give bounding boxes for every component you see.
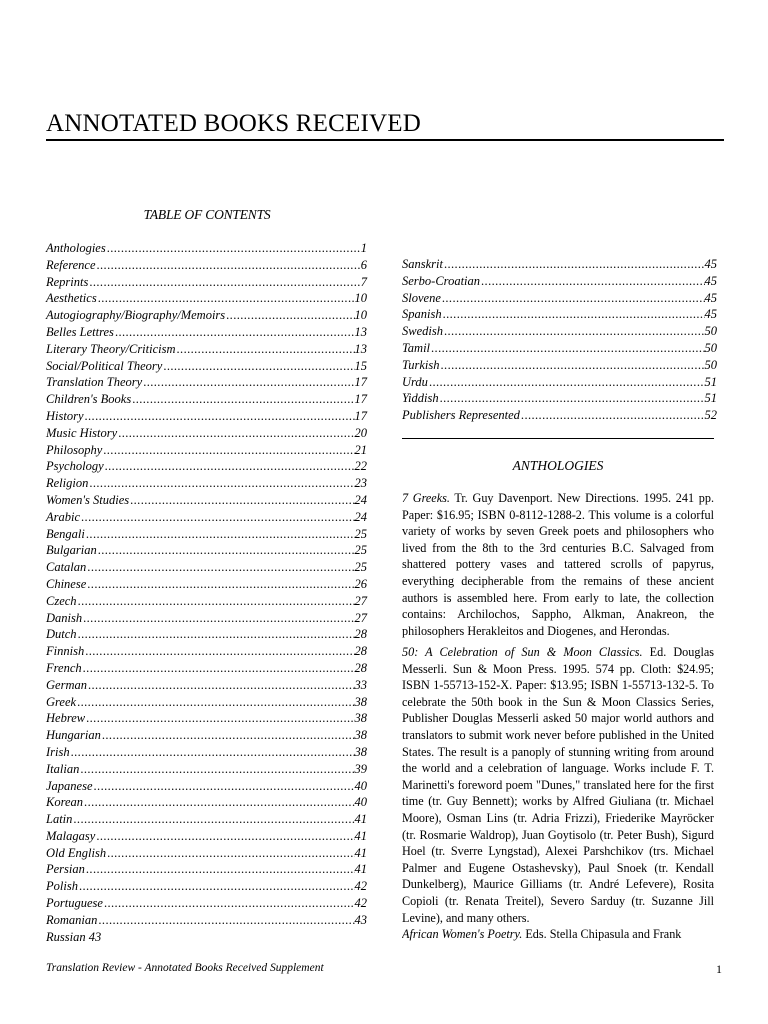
toc-entry [46,761,367,778]
toc-entry-page: 50 [704,324,717,339]
toc-entry-label: Music History [46,425,118,440]
toc-entry-label: Spanish [402,307,442,322]
toc-entry-label: Autogiography/Biography/Memoirs [46,308,226,323]
toc-leader-dots [101,727,355,744]
toc-entry-label: Children's Books [46,392,132,407]
toc-entry [46,593,367,610]
toc-entry-page: 42 [354,879,367,894]
toc-entry-label: Danish [46,610,83,625]
toc-leader-dots [103,895,355,912]
toc-entry-page: 51 [704,391,717,406]
toc-heading: TABLE OF CONTENTS [143,207,271,222]
toc-entry-page: 52 [704,408,717,423]
toc-entry-page: 40 [354,778,367,793]
toc-entry-page: 28 [354,644,367,659]
toc-entry-label: History [46,408,84,423]
toc-leader-dots [86,559,354,576]
toc-entry-label: Psychology [46,459,104,474]
toc-entry [46,744,367,761]
toc-entry-page: 38 [354,728,367,743]
toc-leader-dots [77,593,355,610]
toc-leader-dots [440,357,705,374]
section-divider [402,438,714,439]
toc-entry-page: 50 [704,357,717,372]
toc-leader-dots [443,256,705,273]
toc-left-column [46,240,367,945]
toc-entry [402,357,717,374]
toc-leader-dots [97,542,355,559]
toc-entry-label: Arabic [46,509,81,524]
toc-leader-dots [442,306,705,323]
toc-leader-dots [443,323,705,340]
toc-entry [46,861,367,878]
toc-entry-page: 1 [360,241,367,255]
toc-entry-label: Bulgarian [46,543,97,558]
toc-entry-label: Japanese [46,778,93,793]
toc-entry-page: 41 [354,812,367,827]
toc-entry [46,458,367,475]
toc-leader-dots [131,391,354,408]
toc-entry-page: 25 [354,560,367,575]
book-description: Ed. Douglas Messerli. Sun & Moon Press. 1995. 574 pp. Cloth: $24.95; ISBN 1-55713-152-X. Paper: $13.95; ISBN 1-55713-132-5. To celebrate the 50th book in the Sun & Moon Classics Series, Publisher Douglas Messerli asked 50 major world authors and translators to submit work never before published in the United States. The result is a panoply of stunning writing from around the world and a celebration of language. Works include F. T. Marinetti's foreword poem "Dunes," translated here for the first time (tr. Guy Bennett); works by Alfred Giuliana (tr. Michael Moore), Osman Lins (tr. Adria Frizzi), Friederike Mayröcker (tr. Rosmarie Waldrop), Juan Goytisolo (tr. Peter Bush), Sigurd Hoel (tr. Sverre Lyngstad), Alexei Parshchikov (trs. Michael Palmer and Eugene Ostashevsky), Paul Snoek (tr. Kendall Dunkelberg), Maurice Gilliams (tr. André Lefevere), Rosita Copioli (tr. Renata Treitel), Severo Sarduy (tr. Suzanne Jill Levine), and many others. [402,645,714,925]
toc-entry-page: 10 [354,291,367,306]
toc-entry [46,391,367,408]
toc-leader-dots [82,610,354,627]
toc-entry [46,257,367,274]
book-title: 7 Greeks. [402,491,450,505]
toc-leader-dots [106,845,354,862]
toc-entry [46,374,367,391]
toc-entry: Russian 43 [46,929,102,944]
toc-entry [46,408,367,425]
book-entry [402,926,714,943]
toc-entry [46,542,367,559]
toc-entry [402,340,717,357]
toc-leader-dots [87,677,355,694]
toc-entry-page: 6 [360,257,367,272]
toc-entry-label: Translation Theory [46,375,143,390]
toc-entry-label: Irish [46,744,70,759]
toc-leader-dots [83,794,354,811]
toc-entry-label: Social/Political Theory [46,358,163,373]
toc-entry-page: 33 [354,677,367,692]
toc-leader-dots [76,694,354,711]
toc-leader-dots [85,710,354,727]
toc-leader-dots [82,660,355,677]
toc-entry-page: 13 [354,324,367,339]
toc-entry-label: Slovene [402,290,441,305]
toc-entry-page: 51 [704,374,717,389]
toc-leader-dots [114,324,355,341]
toc-entry-label: Hebrew [46,711,86,726]
toc-leader-dots [117,425,354,442]
page-title: ANNOTATED BOOKS RECEIVED [46,110,724,141]
toc-entry-page: 25 [354,543,367,558]
toc-entry-page: 50 [704,340,717,355]
book-title: African Women's Poetry. [402,927,523,941]
toc-entry-page: 24 [354,509,367,524]
toc-entry-page: 45 [704,290,717,305]
toc-entry [402,290,717,307]
toc-entry-label: Latin [46,812,73,827]
toc-entry-page: 41 [354,828,367,843]
toc-entry-page: 17 [354,392,367,407]
toc-entry-page: 27 [354,593,367,608]
toc-entry [46,727,367,744]
toc-leader-dots [84,408,355,425]
book-description: Tr. Guy Davenport. New Directions. 1995. 241 pp. Paper: $16.95; ISBN 0-8112-1288-2. This volume is a colorful variety of works by seven Greek poets and philosophers who lived from the 8th to the 3rd centuries B.C. Salvaged from shattered pottery vases and tattered scrolls of papyrus, everything decipherable from the remains of these ancient authors is assembled here. From early to late, the collection contains: Archilochos, Sappho, Alkman, Anakreon, the philosophers Herakleitos and Diogenes, and Herondas. [402,491,714,638]
toc-entry-label: German [46,677,87,692]
toc-entry-label: Czech [46,593,77,608]
toc-entry-page: 41 [354,862,367,877]
toc-entry-label: Polish [46,879,78,894]
toc-entry-page: 45 [704,307,717,322]
toc-leader-dots [439,390,705,407]
toc-entry [46,559,367,576]
footer-page-number: 1 [716,962,722,976]
toc-entry-page: 27 [354,610,367,625]
toc-entry-page: 40 [354,795,367,810]
toc-leader-dots [70,744,355,761]
toc-entry-label: Women's Studies [46,492,130,507]
toc-entry-page: 17 [354,408,367,423]
toc-entry-page: 23 [354,476,367,491]
toc-leader-dots [441,290,705,307]
toc-entry-page: 22 [354,459,367,474]
toc-leader-dots [77,626,355,643]
toc-entry-label: Publishers Represented [402,408,520,423]
toc-leader-dots [97,912,354,929]
toc-entry [46,878,367,895]
toc-leader-dots [104,458,355,475]
toc-entry-label: Swedish [402,324,443,339]
toc-entry-label: Reference [46,257,96,272]
toc-entry-page: 28 [354,627,367,642]
toc-entry-page: 39 [354,761,367,776]
toc-entry [46,576,367,593]
footer-publication: Translation Review - Annotated Books Received Supplement [46,962,324,974]
toc-entry-page: 38 [354,694,367,709]
toc-entry-label: Tamil [402,340,431,355]
toc-entry [402,407,717,424]
toc-leader-dots [88,475,354,492]
toc-entry-page: 25 [354,526,367,541]
toc-entry-label: Finnish [46,644,85,659]
toc-entry [46,509,367,526]
toc-entry [46,442,367,459]
toc-leader-dots [106,240,361,257]
toc-entry-label: Aesthetics [46,291,97,306]
toc-entry-label: Hungarian [46,728,101,743]
toc-entry-label: Old English [46,845,107,860]
toc-entry [402,374,717,391]
toc-entry-page: 45 [704,273,717,288]
toc-leader-dots [88,274,360,291]
toc-leader-dots [95,828,354,845]
toc-entry-page: 43 [354,912,367,927]
toc-leader-dots [72,811,354,828]
toc-entry-page: 45 [704,257,717,271]
toc-entry-label: Persian [46,862,85,877]
toc-entry-page: 15 [354,358,367,373]
toc-entry-label: Bengali [46,526,85,541]
toc-leader-dots [79,761,354,778]
toc-entry-label: Greek [46,694,77,709]
toc-right-column [402,256,717,424]
toc-entry [46,794,367,811]
toc-entry-page: 24 [354,492,367,507]
toc-entry-page: 21 [354,442,367,457]
toc-entry-label: Dutch [46,627,77,642]
toc-leader-dots [428,374,705,391]
toc-entry-label: Sanskrit [402,257,443,271]
toc-entry [402,306,717,323]
toc-entry [46,710,367,727]
toc-entry-label: Chinese [46,576,87,591]
toc-entry-label: Catalan [46,560,87,575]
section-heading: ANTHOLOGIES [512,458,604,473]
toc-leader-dots [176,341,355,358]
toc-entry [402,256,717,273]
toc-entry-page: 7 [360,274,367,289]
toc-entry-label: Philosophy [46,442,103,457]
toc-entry [46,307,367,324]
toc-entry-label: Malagasy [46,828,96,843]
toc-entry-label: Belles Lettres [46,324,114,339]
toc-entry [46,845,367,862]
toc-entry-page: 26 [354,576,367,591]
toc-entry-page: 20 [354,425,367,440]
book-entry [402,490,714,639]
toc-entry [46,358,367,375]
toc-entry-label: Yiddish [402,391,439,406]
toc-leader-dots [142,374,354,391]
toc-entry-page: 41 [354,845,367,860]
book-title: 50: A Celebration of Sun & Moon Classics. [402,645,643,659]
toc-entry-label: Anthologies [46,241,106,255]
toc-leader-dots [520,407,705,424]
toc-entry-page: 42 [354,896,367,911]
toc-entry-page: 13 [354,341,367,356]
toc-entry [46,660,367,677]
toc-entry-page: 10 [354,308,367,323]
toc-entry [46,828,367,845]
toc-entry [46,626,367,643]
toc-entry [46,341,367,358]
toc-entry-page: 17 [354,375,367,390]
toc-entry-label: Romanian [46,912,98,927]
toc-leader-dots [96,257,361,274]
book-description: Eds. Stella Chipasula and Frank [522,927,682,941]
toc-entry [46,475,367,492]
toc-leader-dots [86,576,354,593]
toc-entry-label: Serbo-Croatian [402,273,481,288]
toc-entry [46,274,367,291]
toc-entry [46,526,367,543]
toc-leader-dots [102,442,354,459]
toc-leader-dots [85,526,355,543]
toc-leader-dots [93,778,355,795]
toc-entry-label: Korean [46,795,84,810]
toc-leader-dots [225,307,354,324]
book-entry [402,644,714,926]
toc-entry [46,912,367,929]
toc-entry-page: 28 [354,660,367,675]
toc-entry [46,694,367,711]
toc-entry-label: Urdu [402,374,428,389]
toc-leader-dots [78,878,355,895]
toc-entry [46,610,367,627]
toc-entry-label: Italian [46,761,80,776]
toc-entry [46,290,367,307]
toc-leader-dots [97,290,355,307]
toc-leader-dots [84,643,354,660]
toc-entry [46,643,367,660]
toc-entry-label: Turkish [402,357,440,372]
toc-entry [46,324,367,341]
toc-leader-dots [85,861,355,878]
toc-entry [46,778,367,795]
toc-leader-dots [162,358,354,375]
toc-entry [402,390,717,407]
toc-entry-page: 38 [354,711,367,726]
toc-entry [46,895,367,912]
toc-entry-label: Portuguese [46,896,103,911]
toc-entry [46,425,367,442]
toc-entry [46,677,367,694]
toc-entry [46,492,367,509]
toc-leader-dots [80,509,354,526]
toc-entry-label: Reprints [46,274,89,289]
toc-entry [402,323,717,340]
toc-leader-dots [480,273,704,290]
toc-leader-dots [129,492,354,509]
toc-entry [46,240,367,257]
toc-entry [46,811,367,828]
toc-entry-label: Religion [46,476,89,491]
toc-entry-label: French [46,660,82,675]
toc-entry-label: Literary Theory/Criticism [46,341,176,356]
toc-leader-dots [430,340,704,357]
toc-entry [402,273,717,290]
toc-entry-page: 38 [354,744,367,759]
